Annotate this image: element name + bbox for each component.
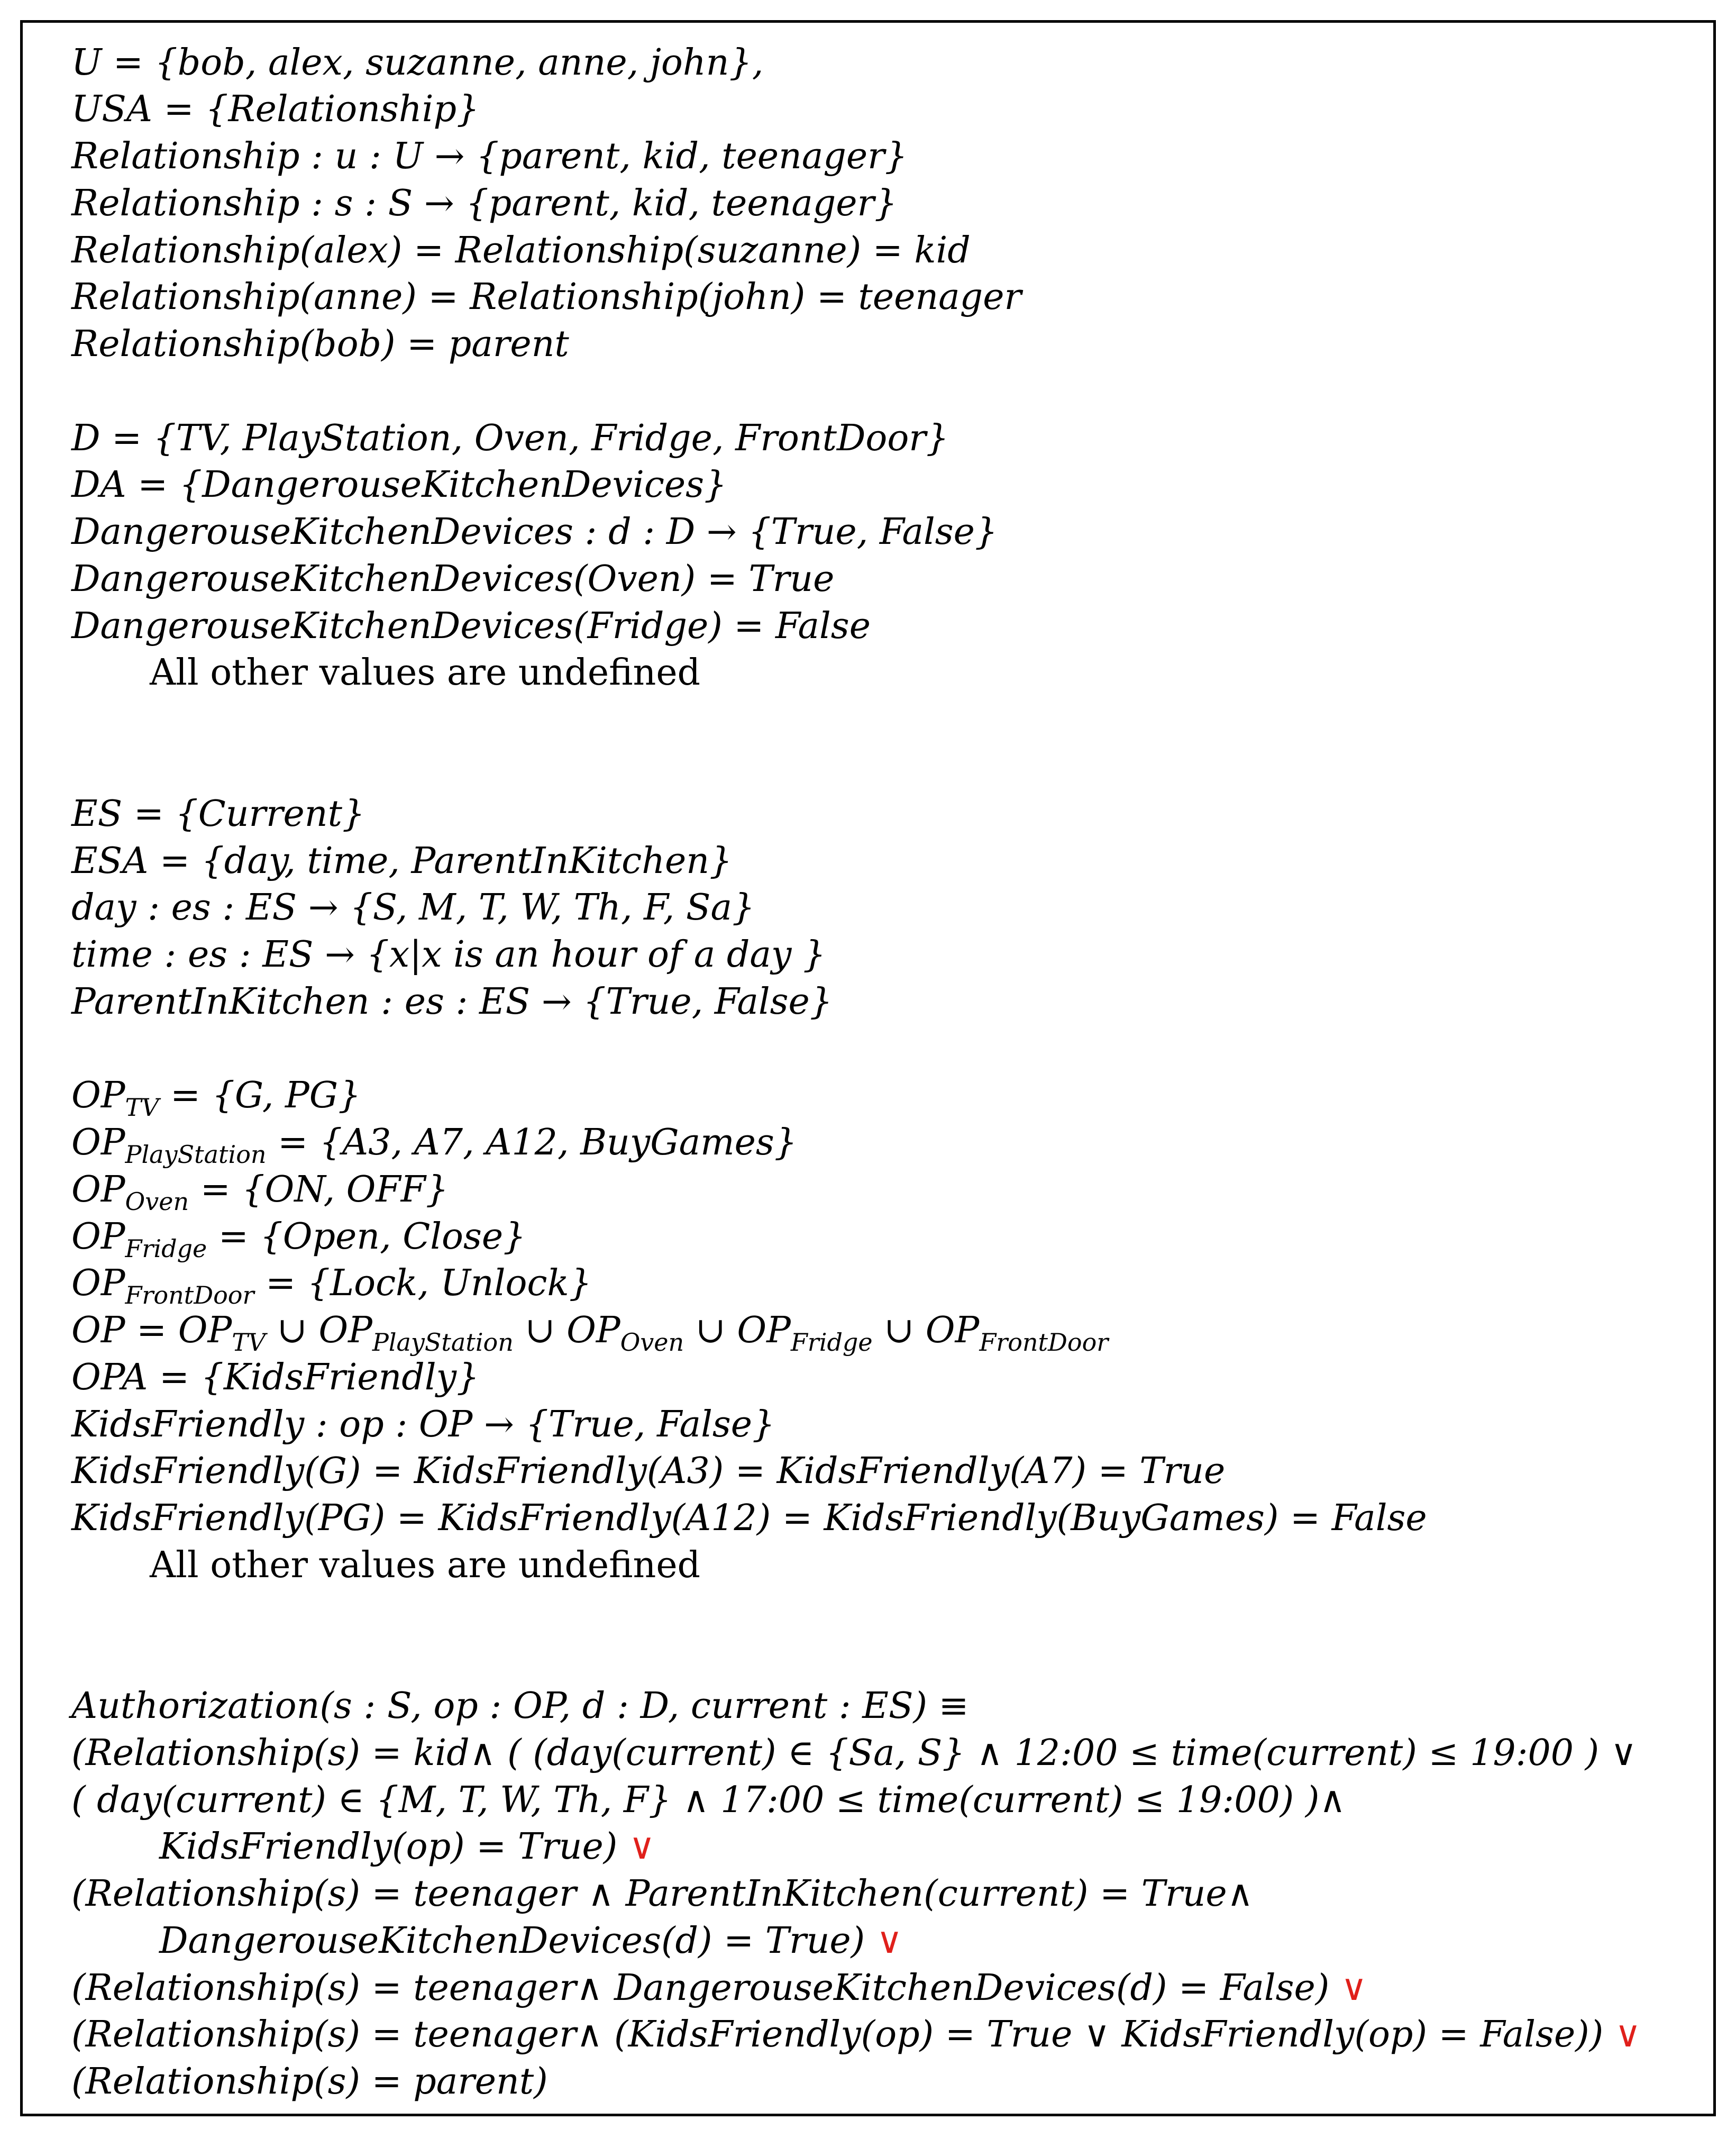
users-set: U = {bob, alex, suzanne, anne, john},: [71, 42, 764, 84]
authorization-teen-safe-devices: (Relationship(s) = teenager∧ DangerouseKitchenDevices(d) = False) ∨: [71, 1967, 1367, 2009]
or-operator: ∨: [1614, 2014, 1641, 2055]
day-def: day : es : ES → {S, M, T, W, Th, F, Sa}: [71, 887, 755, 929]
formal-specification-box: [20, 20, 1716, 2116]
device-attributes: DA = {DangerouseKitchenDevices}: [71, 464, 727, 506]
undefined-note-devices: All other values are undefined: [150, 652, 701, 694]
authorization-kid-clause-1: (Relationship(s) = kid∧ ( (day(current) ∈ {Sa, S} ∧ 12:00 ≤ time(current) ≤ 19:00 ) ∨: [71, 1732, 1637, 1774]
environment-attributes: ESA = {day, time, ParentInKitchen}: [71, 840, 733, 882]
authorization-parent: (Relationship(s) = parent): [71, 2061, 548, 2103]
or-operator: ∨: [1340, 1967, 1367, 2009]
or-operator: ∨: [876, 1920, 903, 1962]
devices-set: D = {TV, PlayStation, Oven, Fridge, FrontDoor}: [71, 417, 949, 459]
op-tv: $OP_{TV} = \{G$, PG}: [71, 1075, 361, 1122]
dangerous-fridge-value: DangerouseKitchenDevices(Fridge) = False: [71, 605, 871, 647]
kids-friendly-def: KidsFriendly : op : OP → {True, False}: [71, 1404, 775, 1445]
undefined-note-operations: All other values are undefined: [150, 1544, 701, 1586]
time-def: time : es : ES → {x|x is an hour of a day }: [71, 934, 826, 976]
relationship-teenager-values: Relationship(anne) = Relationship(john) = teenager: [71, 276, 1021, 318]
authorization-kid-clause-2: ( day(current) ∈ {M, T, W, Th, F} ∧ 17:00 ≤ time(current) ≤ 19:00) )∧: [71, 1779, 1346, 1821]
parent-in-kitchen-def: ParentInKitchen : es : ES → {True, False}: [71, 981, 833, 1023]
authorization-header: Authorization(s : S, op : OP, d : D, current : ES) ≡: [71, 1685, 969, 1727]
relationship-subject-def: Relationship : s : S → {parent, kid, teenager}: [71, 183, 898, 224]
authorization-kid-clause-3: KidsFriendly(op) = True) ∨: [159, 1826, 655, 1868]
kids-friendly-true-values: KidsFriendly(G) = KidsFriendly(A3) = KidsFriendly(A7) = True: [71, 1450, 1226, 1492]
dangerous-oven-value: DangerouseKitchenDevices(Oven) = True: [71, 558, 835, 600]
op-fridge: $OP_{Fridge}$ = {Open, Close}: [71, 1216, 526, 1263]
authorization-teen-kitchen-1: (Relationship(s) = teenager ∧ ParentInKitchen(current) = True∧: [71, 1873, 1254, 1915]
or-operator: ∨: [628, 1826, 655, 1868]
operation-attributes: OPA = {KidsFriendly}: [71, 1357, 480, 1398]
relationship-parent-value: Relationship(bob) = parent: [71, 323, 569, 365]
authorization-teen-operations: (Relationship(s) = teenager∧ (KidsFriendly(op) = True ∨ KidsFriendly(op) = False)) ∨: [71, 2014, 1641, 2055]
user-attributes: USA = {Relationship}: [71, 88, 480, 130]
dangerous-devices-def: DangerouseKitchenDevices : d : D → {True, False}: [71, 511, 998, 553]
op-playstation: $OP_{PlayStation} = \{A3$, A7, A12, BuyGames}: [71, 1122, 797, 1169]
kids-friendly-false-values: KidsFriendly(PG) = KidsFriendly(A12) = KidsFriendly(BuyGames) = False: [71, 1497, 1427, 1539]
relationship-user-def: Relationship : u : U → {parent, kid, teenager}: [71, 135, 908, 177]
op-frontdoor: $OP_{FrontDoor}$ = {Lock, Unlock}: [71, 1262, 592, 1309]
op-union: OP = $OP_{TV}$ ∪ $OP_{PlayStation}$ ∪ $OP_{Oven}$ ∪ $OP_{Fridge}$ ∪ $OP_{FrontDoor}$: [71, 1309, 1109, 1357]
authorization-teen-kitchen-2: DangerouseKitchenDevices(d) = True) ∨: [159, 1920, 903, 1962]
op-oven: $OP_{Oven} = \{ON$, OFF}: [71, 1169, 449, 1216]
environment-set: ES = {Current}: [71, 793, 366, 835]
relationship-kid-values: Relationship(alex) = Relationship(suzanne) = kid: [71, 230, 971, 271]
